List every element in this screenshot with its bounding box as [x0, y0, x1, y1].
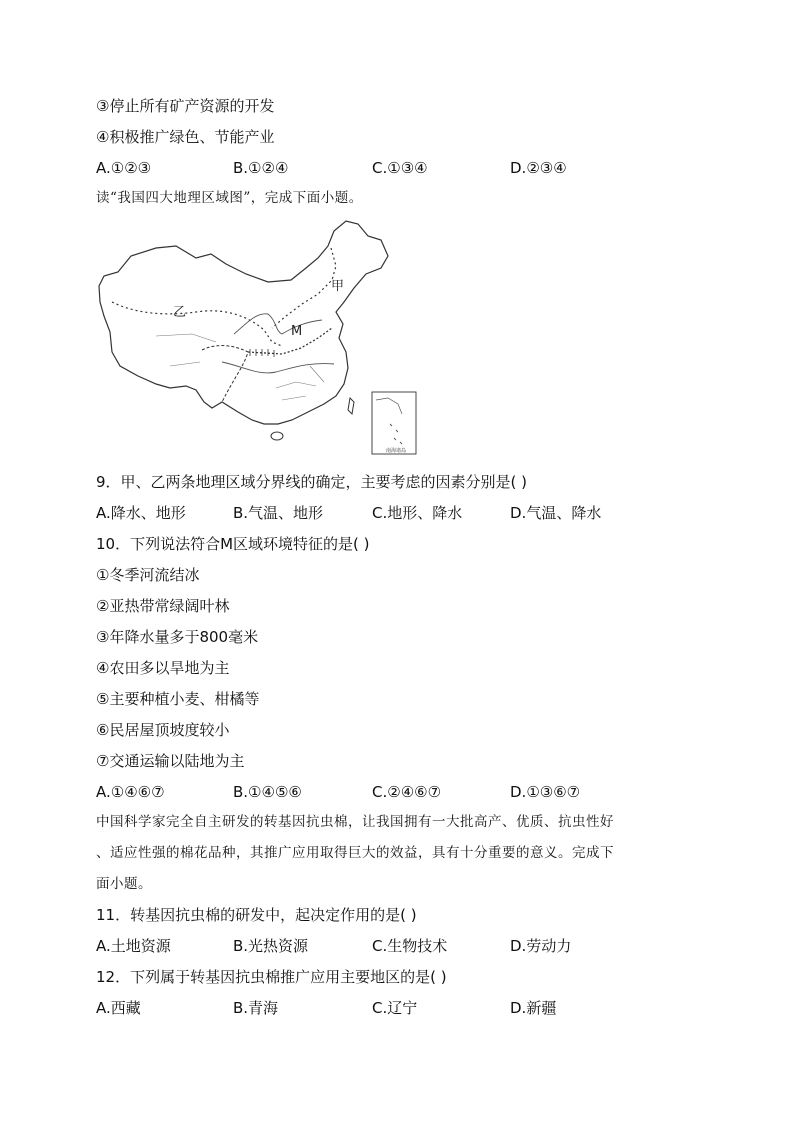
passage-line-3: 面小题。: [96, 876, 152, 892]
q10-option-d[interactable]: D.①③⑥⑦: [510, 783, 581, 801]
qinling-huaihe-line: [248, 328, 332, 354]
q8-option-a[interactable]: A.①②③: [96, 159, 152, 177]
plateau-boundary: [202, 346, 248, 402]
q9-option-d[interactable]: D.气温、降水: [510, 504, 602, 522]
statement-6: ⑥民居屋顶坡度较小: [96, 721, 230, 739]
map-intro: 读“我国四大地理区域图”，完成下面小题。: [96, 190, 363, 206]
statement-3b: ③年降水量多于800毫米: [96, 628, 259, 646]
q9-option-b[interactable]: B.气温、地形: [233, 504, 324, 522]
yellow-river: [234, 314, 322, 334]
q11-option-b[interactable]: B.光热资源: [233, 937, 309, 955]
inset-caption: 南海诸岛: [386, 448, 407, 454]
q12-option-d[interactable]: D.新疆: [510, 999, 557, 1017]
q8-options: [96, 158, 716, 178]
qinling-hatching: [250, 349, 274, 357]
passage-line-2: 、适应性强的棉花品种，其推广应用取得巨大的效益，具有十分重要的意义。完成下: [96, 845, 614, 861]
hainan-island: [271, 432, 283, 440]
q10-options: [96, 782, 716, 802]
q9-option-a[interactable]: A.降水、地形: [96, 504, 186, 522]
question-11: 11．转基因抗虫棉的研发中，起决定作用的是( ): [96, 906, 417, 924]
taiwan-island: [348, 398, 354, 414]
q9-options: [96, 503, 716, 523]
q8-option-d[interactable]: D.②③④: [510, 159, 567, 177]
statement-7: ⑦交通运输以陆地为主: [96, 752, 245, 770]
china-regions-map: [96, 216, 421, 459]
q11-option-a[interactable]: A.土地资源: [96, 937, 171, 955]
statement-4b: ④农田多以旱地为主: [96, 659, 230, 677]
question-10: 10．下列说法符合M区域环境特征的是( ): [96, 535, 370, 553]
q12-option-b[interactable]: B.青海: [233, 999, 279, 1017]
q12-option-c[interactable]: C.辽宁: [372, 999, 418, 1017]
passage-line-1: 中国科学家完全自主研发的转基因抗虫棉，让我国拥有一大批高产、优质、抗虫性好: [96, 814, 614, 830]
statement-3: ③停止所有矿产资源的开发: [96, 97, 275, 115]
label-jia: 甲: [331, 279, 345, 294]
q10-option-a[interactable]: A.①④⑥⑦: [96, 783, 165, 801]
q8-option-b[interactable]: B.①②④: [233, 159, 289, 177]
q10-option-b[interactable]: B.①④⑤⑥: [233, 783, 302, 801]
statement-2: ②亚热带常绿阔叶林: [96, 597, 230, 615]
label-yi: 乙: [173, 305, 187, 320]
question-9: 9．甲、乙两条地理区域分界线的确定，主要考虑的因素分别是( ): [96, 473, 528, 491]
q9-option-c[interactable]: C.地形、降水: [372, 504, 463, 522]
question-12: 12．下列属于转基因抗虫棉推广应用主要地区的是( ): [96, 968, 447, 986]
q11-options: [96, 936, 716, 956]
q11-option-c[interactable]: C.生物技术: [372, 937, 448, 955]
statement-1: ①冬季河流结冰: [96, 566, 200, 584]
statement-4: ④积极推广绿色、节能产业: [96, 128, 275, 146]
china-outline: [99, 221, 388, 424]
q12-option-a[interactable]: A.西藏: [96, 999, 141, 1017]
boundary-jia: [272, 248, 336, 328]
label-m: M: [291, 324, 303, 339]
statement-5: ⑤主要种植小麦、柑橘等: [96, 690, 260, 708]
q8-option-c[interactable]: C.①③④: [372, 159, 428, 177]
boundary-yi: [112, 302, 282, 346]
q11-option-d[interactable]: D.劳动力: [510, 937, 572, 955]
q10-option-c[interactable]: C.②④⑥⑦: [372, 783, 442, 801]
q12-options: [96, 998, 716, 1018]
yangtze-river: [222, 362, 334, 373]
